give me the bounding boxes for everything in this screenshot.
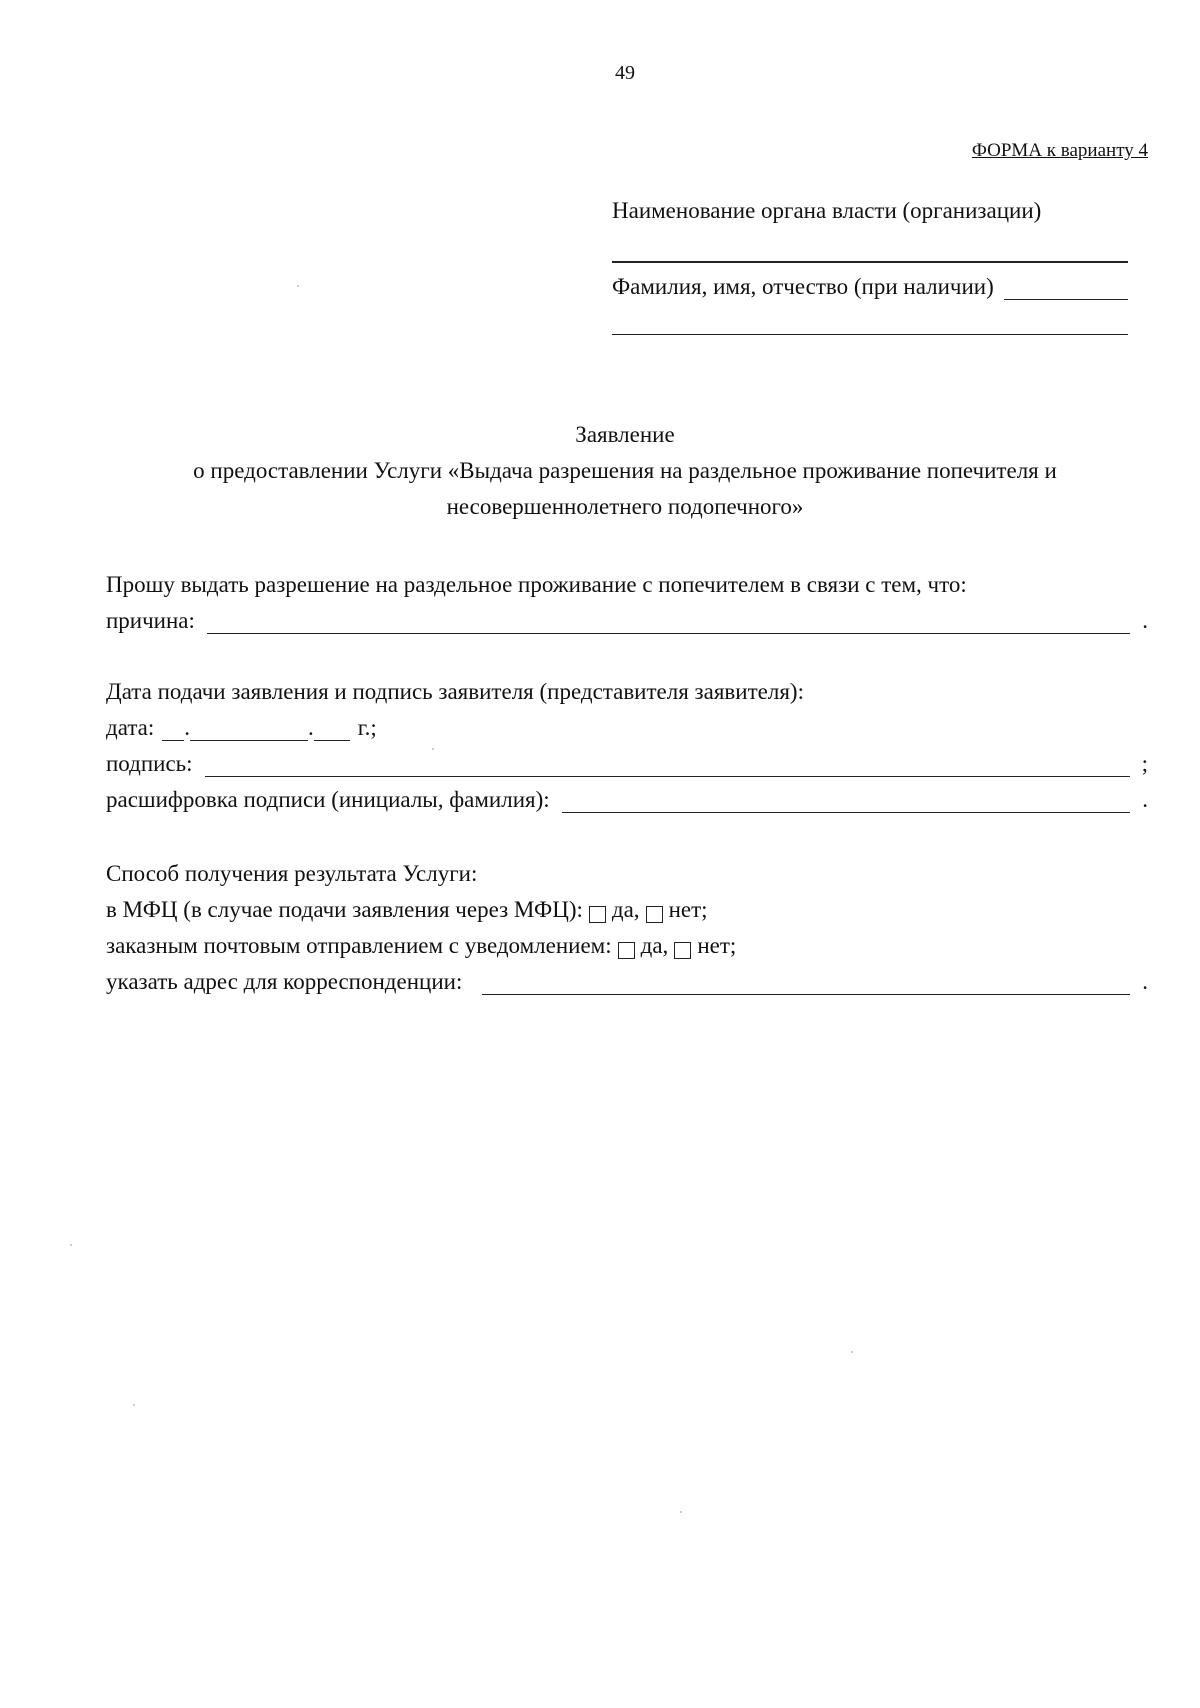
scan-speck bbox=[70, 1244, 72, 1246]
mail-yes-label: да, bbox=[640, 933, 669, 958]
reason-end: . bbox=[1142, 608, 1148, 633]
page-number: 49 bbox=[615, 62, 635, 84]
title-heading: Заявление bbox=[575, 422, 675, 447]
address-end: . bbox=[1142, 969, 1148, 994]
sign-end: ; bbox=[1141, 751, 1148, 776]
address-label: указать адрес для корреспонденции: bbox=[106, 969, 463, 994]
scan-speck bbox=[680, 1511, 682, 1513]
sign-field[interactable] bbox=[205, 750, 1130, 777]
scan-speck bbox=[133, 1404, 135, 1406]
fio-label: Фамилия, имя, отчество (при наличии) bbox=[612, 273, 994, 299]
fio-field-inline[interactable] bbox=[1004, 275, 1128, 300]
mfc-no-label: нет; bbox=[668, 897, 708, 922]
fio-row bbox=[612, 274, 1128, 300]
mail-yes-checkbox[interactable] bbox=[618, 942, 635, 959]
date-month-field[interactable] bbox=[190, 716, 308, 741]
sign-row bbox=[106, 741, 1148, 777]
mfc-no-checkbox[interactable] bbox=[646, 906, 663, 923]
mfc-yes-checkbox[interactable] bbox=[589, 906, 606, 923]
year-suffix: г.; bbox=[357, 715, 377, 740]
decode-field[interactable] bbox=[562, 786, 1130, 813]
date-separator: . bbox=[184, 715, 190, 740]
mfc-row bbox=[106, 887, 1148, 923]
date-label: дата: bbox=[106, 715, 155, 740]
delivery-section bbox=[106, 851, 1148, 995]
form-variant-label: ФОРМА к варианту 4 bbox=[971, 140, 1148, 161]
decode-row bbox=[106, 777, 1148, 813]
reason-row bbox=[106, 598, 1148, 634]
delivery-heading-row bbox=[106, 851, 1148, 887]
request-text-row bbox=[106, 562, 1148, 598]
reason-field[interactable] bbox=[207, 607, 1130, 634]
authority-field[interactable] bbox=[612, 261, 1128, 263]
mail-no-checkbox[interactable] bbox=[674, 942, 691, 959]
request-text: Прошу выдать разрешение на раздельное проживание с попечителем в связи с тем, что: bbox=[106, 572, 967, 597]
mfc-yes-label: да, bbox=[611, 897, 640, 922]
delivery-heading: Способ получения результата Услуги: bbox=[106, 861, 478, 886]
date-row bbox=[106, 705, 1148, 741]
scan-speck bbox=[432, 748, 434, 750]
request-section bbox=[106, 562, 1148, 634]
signature-section bbox=[106, 669, 1148, 813]
mail-no-label: нет; bbox=[697, 933, 737, 958]
date-year-field[interactable] bbox=[314, 716, 350, 741]
sign-label: подпись: bbox=[106, 751, 193, 776]
signature-heading-row bbox=[106, 669, 1148, 705]
scan-speck bbox=[851, 1351, 853, 1353]
addressee-block bbox=[612, 198, 1128, 335]
title-line-1: о предоставлении Услуги «Выдача разрешения на раздельное проживание попечителя и bbox=[193, 458, 1057, 483]
signature-heading: Дата подачи заявления и подпись заявителя (представителя заявителя): bbox=[106, 679, 804, 704]
decode-end: . bbox=[1142, 787, 1148, 812]
date-day-field[interactable] bbox=[162, 716, 184, 741]
mail-row bbox=[106, 923, 1148, 959]
application-title bbox=[100, 417, 1150, 525]
mfc-label: в МФЦ (в случае подачи заявления через МФЦ): bbox=[106, 897, 583, 922]
mail-label: заказным почтовым отправлением с уведомлением: bbox=[106, 933, 612, 958]
fio-field[interactable] bbox=[612, 334, 1128, 336]
scan-speck bbox=[297, 285, 299, 287]
reason-label: причина: bbox=[106, 608, 195, 633]
date-separator: . bbox=[308, 715, 314, 740]
authority-label: Наименование органа власти (организации) bbox=[612, 198, 1042, 223]
address-field[interactable] bbox=[482, 968, 1130, 995]
decode-label: расшифровка подписи (инициалы, фамилия): bbox=[106, 787, 550, 812]
title-line-2: несовершеннолетнего подопечного» bbox=[446, 494, 804, 519]
address-row bbox=[106, 959, 1148, 995]
